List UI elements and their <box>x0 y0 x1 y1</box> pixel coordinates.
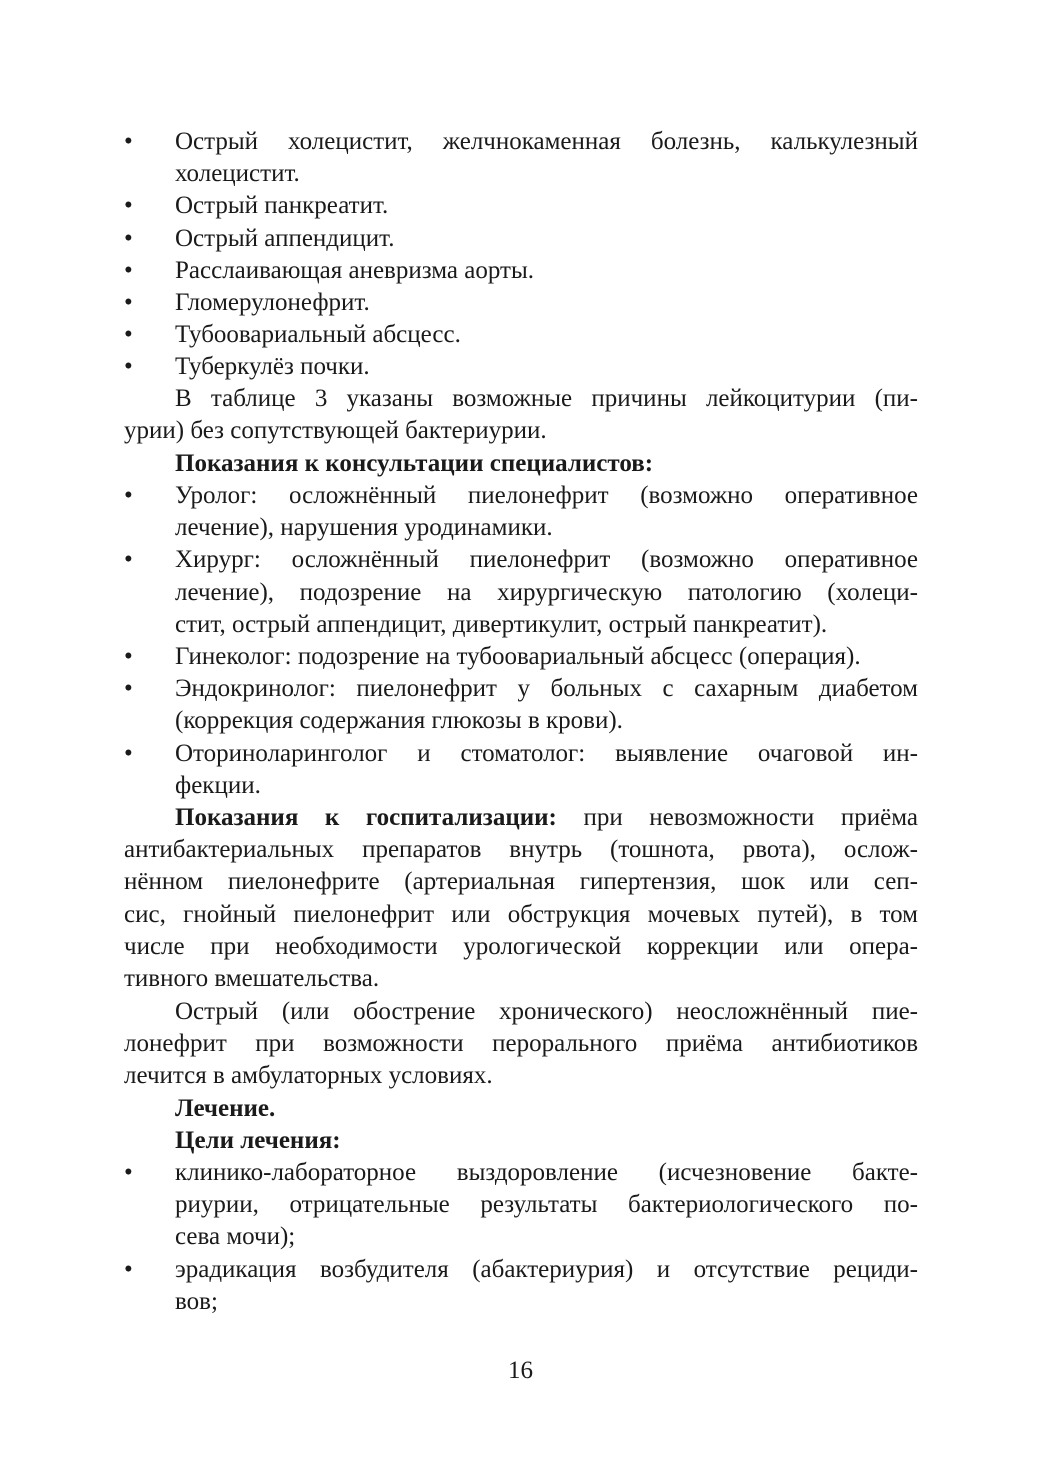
list-item <box>124 351 918 383</box>
list-item-line: лечение), нарушения уродинамики. <box>175 514 553 542</box>
list-item-line: Расслаивающая аневризма аорты. <box>175 256 534 284</box>
bullet: • <box>124 289 133 317</box>
list-item-line: Тубоовариальный абсцесс. <box>175 321 461 349</box>
heading-consultation <box>124 448 918 480</box>
list-item-line: Гломерулонефрит. <box>175 289 370 317</box>
list-item <box>124 287 918 319</box>
section-heading: Показания к консультации специалистов: <box>175 450 654 477</box>
section-heading: Цели лечения: <box>175 1127 341 1155</box>
paragraph-line: лонефрит при возможности перорального приёма антибиотиков <box>124 1030 918 1058</box>
bullet: • <box>124 353 133 381</box>
bullet: • <box>124 546 133 574</box>
paragraph-line: В таблице 3 указаны возможные причины лейкоцитурии (пи- <box>175 385 918 412</box>
list-item <box>124 126 918 190</box>
list-item-line: Острый холецистит, желчнокаменная болезнь, калькулезный <box>175 128 918 155</box>
paragraph-line: числе при необходимости урологической коррекции или опера- <box>124 932 918 960</box>
list-item <box>124 1254 918 1318</box>
treatment-goals-list <box>124 1157 918 1318</box>
bullet: • <box>124 128 133 155</box>
bullet: • <box>124 643 133 671</box>
list-item <box>124 190 918 222</box>
list-item-line: Оториноларинголог и стоматолог: выявление очаговой ин- <box>175 739 918 767</box>
bullet: • <box>124 739 133 767</box>
list-item-line: Хирург: осложнённый пиелонефрит (возможно оперативное <box>175 546 918 574</box>
paragraph-line: лечится в амбулаторных условиях. <box>124 1062 493 1090</box>
list-item-line: Эндокринолог: пиелонефрит у больных с сахарным диабетом <box>175 675 918 703</box>
paragraph-line: тивного вмешательства. <box>124 965 380 993</box>
paragraph-line: сис, гнойный пиелонефрит или обструкция мочевых путей), в том <box>124 900 918 928</box>
list-item-line: Уролог: осложнённый пиелонефрит (возможно оперативное <box>175 482 918 509</box>
bullet: • <box>124 482 133 509</box>
list-item-line: лечение), подозрение на хирургическую патологию (холеци- <box>175 578 918 606</box>
list-item-line: фекции. <box>175 771 261 799</box>
bullet: • <box>124 224 133 252</box>
list-item <box>124 673 918 737</box>
diagnosis-list <box>124 126 918 384</box>
bullet: • <box>124 1159 133 1186</box>
paragraph-ambulatory <box>124 996 918 1093</box>
list-item <box>124 738 918 802</box>
list-item <box>124 544 918 641</box>
list-item-line: Острый панкреатит. <box>175 192 389 220</box>
bold-lead: Показания к госпитализации: <box>175 804 557 831</box>
paragraph-text: при невозможности приёма <box>556 804 918 831</box>
paragraph-line: урии) без сопутствующей бактериурии. <box>124 417 547 445</box>
bullet: • <box>124 256 133 284</box>
list-item <box>124 255 918 287</box>
list-item-line: сева мочи); <box>175 1223 296 1251</box>
specialist-list <box>124 480 918 802</box>
bullet: • <box>124 192 133 220</box>
heading-treatment-block <box>124 1093 918 1157</box>
bullet: • <box>124 675 133 703</box>
list-item <box>124 641 918 673</box>
list-item-line: эрадикация возбудителя (абактериурия) и отсутствие рециди- <box>175 1255 918 1283</box>
list-item-line: холецистит. <box>175 160 300 188</box>
list-item-line: Туберкулёз почки. <box>175 353 370 381</box>
section-heading: Лечение. <box>175 1095 276 1122</box>
list-item-line: клинико-лабораторное выздоровление (исчезновение бакте- <box>175 1159 918 1186</box>
paragraph-hospitalization <box>124 802 918 995</box>
bullet: • <box>124 321 133 349</box>
paragraph-line: нённом пиелонефрите (артериальная гипертензия, шок или сеп- <box>124 868 918 896</box>
paragraph-line: Острый (или обострение хронического) неосложнённый пие- <box>175 998 918 1025</box>
paragraph-table3 <box>124 383 918 447</box>
list-item-line: Острый аппендицит. <box>175 224 395 252</box>
list-item-line: стит, острый аппендицит, дивертикулит, острый панкреатит). <box>175 610 828 638</box>
page-number: 16 <box>508 1357 533 1384</box>
bullet: • <box>124 1255 133 1283</box>
list-item <box>124 1157 918 1254</box>
list-item-line: вов; <box>175 1287 218 1315</box>
list-item <box>124 319 918 351</box>
list-item <box>124 223 918 255</box>
paragraph-line <box>124 802 918 834</box>
paragraph-line: антибактериальных препаратов внутрь (тошнота, рвота), ослож- <box>124 836 918 864</box>
list-item <box>124 480 918 544</box>
list-item-line: (коррекция содержания глюкозы в крови). <box>175 707 623 735</box>
list-item-line: Гинеколог: подозрение на тубоовариальный абсцесс (операция). <box>175 643 861 671</box>
list-item-line: риурии, отрицательные результаты бактериологического по- <box>175 1191 918 1219</box>
